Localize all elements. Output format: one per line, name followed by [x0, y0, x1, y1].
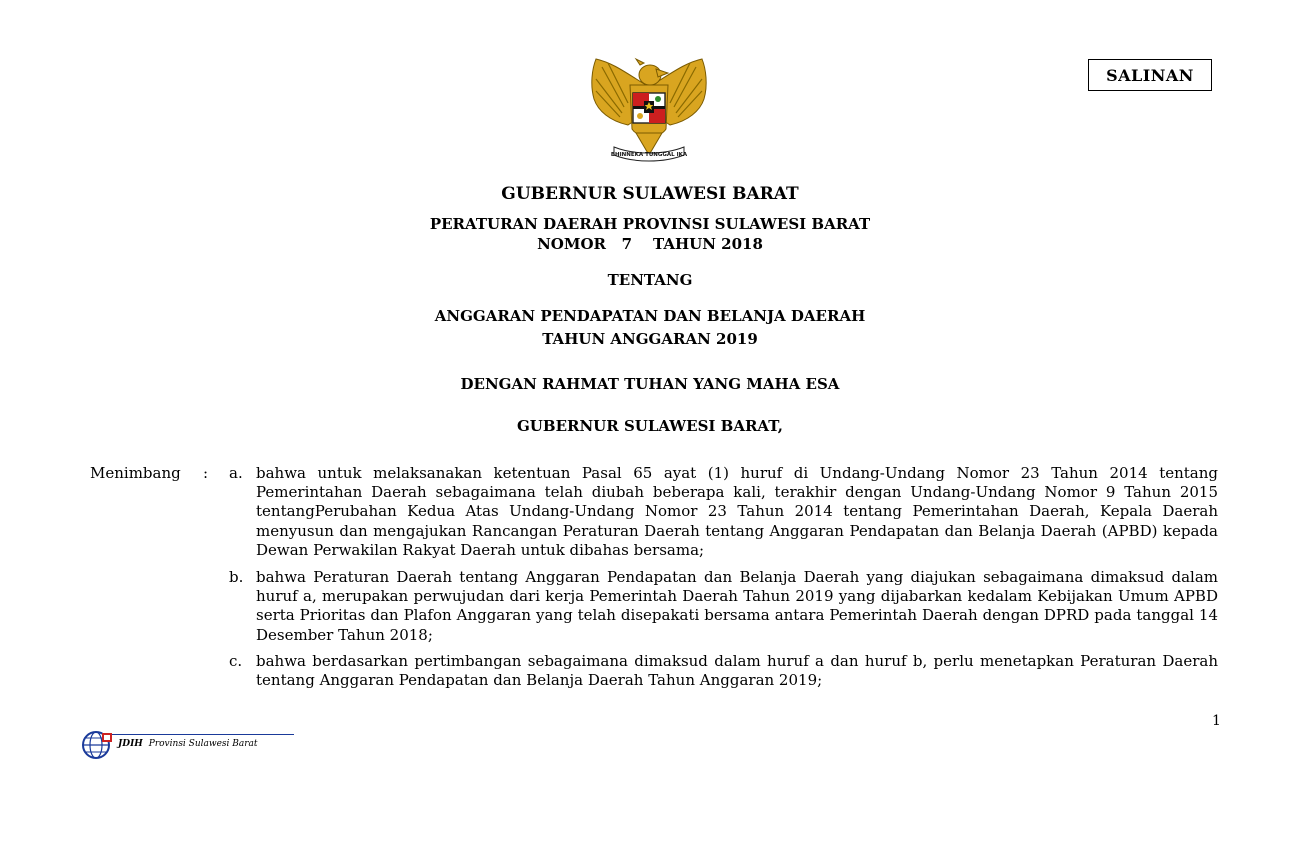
item-text: bahwa untuk melaksanakan ketentuan Pasal 65 ayat (1) huruf di Undang-Undang Nomor 23 Tahun 2014 tentang Pemerintahan Daerah sebagaimana telah diubah beberapa kali, terakhir dengan Undang-Undang Nomor 9 Tahun 2015 tentangPerubahan Kedua Atas Undang-Undang Nomor 23 Tahun 2014 tentang Pemerintahan Daerah, Kepala Daerah menyusun dan mengajukan Rancangan Peraturan Daerah tentang Anggaran Pendapatan dan Belanja Daerah (APBD) kepada Dewan Perwakilan Rakyat Daerah untuk dibahas bersama;	[256, 464, 1218, 559]
governor-address: GUBERNUR SULAWESI BARAT,	[517, 417, 783, 435]
subject-line-2: TAHUN ANGGARAN 2019	[542, 330, 758, 348]
footer-subtitle: Provinsi Sulawesi Barat	[148, 739, 258, 749]
tahun-label: TAHUN 2018	[653, 235, 763, 253]
page-number: 1	[1212, 713, 1221, 729]
regulation-number	[0, 235, 1300, 253]
footer-brand: JDIH	[118, 739, 143, 749]
nomor-label: NOMOR	[537, 235, 606, 253]
item-text: bahwa Peraturan Daerah tentang Anggaran Pendapatan dan Belanja Daerah yang diajukan sebagaimana dimaksud dalam huruf a, merupakan perwujudan dari kerja Pemerintah Daerah Tahun 2019 yang dijabarkan kedalam Kebijakan Umum APBD serta Prioritas dan Plafon Anggaran yang telah disepakati bersama antara Pemerintah Daerah dengan DPRD pada tanggal 14 Desember Tahun 2018;	[256, 568, 1218, 644]
item-letter: c.	[229, 652, 243, 670]
garuda-pancasila-emblem	[584, 55, 714, 167]
regulation-title: PERATURAN DAERAH PROVINSI SULAWESI BARAT	[429, 215, 871, 233]
tentang-heading: TENTANG	[607, 271, 693, 289]
item-letter: a.	[229, 464, 243, 482]
subject-line-1: ANGGARAN PENDAPATAN DAN BELANJA DAERAH	[434, 307, 866, 325]
nomor-value: 7	[621, 235, 633, 253]
footer-caption	[118, 739, 258, 749]
emblem-motto: BHINNEKA TUNGGAL IKA	[610, 152, 688, 158]
salinan-stamp: SALINAN	[1088, 59, 1212, 91]
considering-label: Menimbang	[90, 464, 181, 482]
item-text: bahwa berdasarkan pertimbangan sebagaimana dimaksud dalam huruf a dan huruf b, perlu menetapkan Peraturan Daerah tentang Anggaran Pendapatan dan Belanja Daerah Tahun Anggaran 2019;	[256, 652, 1218, 690]
governor-title: GUBERNUR SULAWESI BARAT	[501, 184, 799, 204]
preamble: DENGAN RAHMAT TUHAN YANG MAHA ESA	[460, 375, 840, 393]
item-letter: b.	[229, 568, 244, 586]
considering-colon: :	[203, 464, 209, 482]
